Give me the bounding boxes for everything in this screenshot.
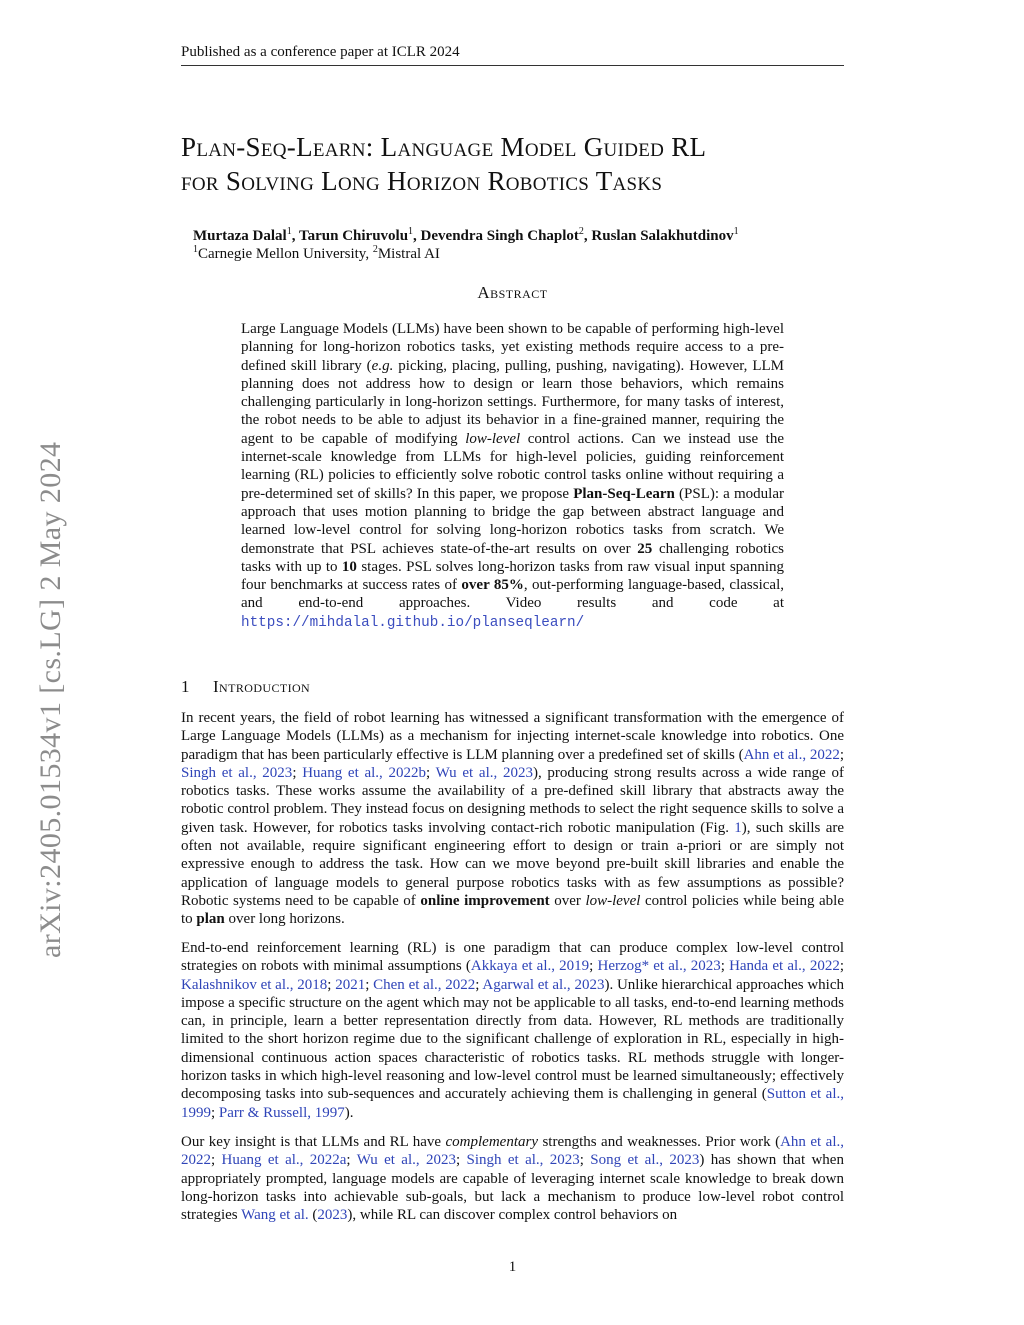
title-line-2: for Solving Long Horizon Robotics Tasks xyxy=(181,166,663,196)
running-header: Published as a conference paper at ICLR 2024 xyxy=(181,44,460,60)
affil-sup: 1 xyxy=(193,244,198,255)
abstract-text: Large Language Models (LLMs) have been shown to be capable of performing high-level planning for long-horizon robotics tasks, yet existing methods require access to a pre-defined skill library (e.g. picking, placing, pulling, pushing, navigating). However, LLM planning does not address how to design or learn those behaviors, which remains challenging particularly in long-horizon settings. Furthermore, for many tasks of interest, the robot needs to be able to adjust its behavior in a fine-grained manner, requiring the agent to be capable of modifying low-level control actions. Can we instead use the internet-scale knowledge from LLMs for high-level policies, guiding reinforcement learning (RL) policies to efficiently solve robotic control tasks online without requiring a pre-determined set of skills? In this paper, we propose Plan-Seq-Learn (PSL): a modular approach that uses motion planning to bridge the gap between abstract language and learned low-level control for solving long-horizon robotics tasks from scratch. We demonstrate that PSL achieves state-of-the-art results on over 25 challenging robotics tasks with up to 10 stages. PSL solves long-horizon tasks from raw visual input spanning four benchmarks at success rates of over 85%, out-performing language-based, classical, and end-to-end approaches. Video results and code at https://mihdalal.github.io/planseqlearn/ xyxy=(241,321,785,631)
citation-link[interactable]: Song et al., 2023 xyxy=(590,1152,700,1169)
author-name: Ruslan Salakhutdinov xyxy=(591,228,734,244)
affil-name: Mistral AI xyxy=(377,246,440,262)
intro-paragraph-1: In recent years, the field of robot learning has witnessed a significant transformation with the emergence of Large Language Models (LLMs) as a mechanism for injecting internet-scale knowledge into robotics. One paradigm that has been particularly effective is LLM planning over a predefined set of skills (Ahn et al., 2022; Singh et al., 2023; Huang et al., 2022b; Wu et al., 2023), producing strong results across a wide range of robotics tasks. These works assume the availability of a pre-defined skill library that abstracts away the robotic control problem. They instead focus on designing methods to select the right sequence skills to solve a given task. However, for robotics tasks involving contact-rich robotic manipulation (Fig. 1), such skills are often not available, require significant engineering effort to design or train a-priori or are simply not expressive enough to address the task. How can we move beyond pre-built skill libraries and enable the application of language models to general purpose robotics tasks with as few assumptions as possible? Robotic systems need to be capable of online improvement over low-level control policies while being able to plan over long horizons. xyxy=(181,710,845,928)
method-name: Plan-Seq-Learn xyxy=(573,485,675,502)
arxiv-identifier: arXiv:2405.01534v1 [cs.LG] 2 May 2024 xyxy=(34,441,67,958)
citation-link[interactable]: Singh et al., 2023 xyxy=(466,1152,580,1169)
author-sup: 1 xyxy=(286,226,292,237)
abstract-heading: Abstract xyxy=(477,283,548,302)
citation-link[interactable]: Wu et al., 2023 xyxy=(356,1152,456,1169)
citation-link[interactable]: Wu et al., 2023 xyxy=(435,764,533,781)
citation-link[interactable]: Sutton et al., 1999 xyxy=(181,1086,844,1121)
citation-link[interactable]: Huang et al., 2022b xyxy=(302,764,426,781)
section-heading xyxy=(181,677,844,697)
affil-name: Carnegie Mellon University xyxy=(198,246,366,262)
author-list: Murtaza Dalal$^1$, Tarun Chiruvolu$^1$, Devendra Singh Chaplot$^2$, Ruslan Salakhutdinov$^1$ xyxy=(193,226,739,244)
intro-paragraph-2: End-to-end reinforcement learning (RL) is one paradigm that can produce complex low-level control strategies on robots with minimal assumptions (Akkaya et al., 2019; Herzog* et al., 2023; Handa et al., 2022; Kalashnikov et al., 2018; 2021; Chen et al., 2022; Agarwal et al., 2023). Unlike hierarchical approaches which impose a specific structure on the agent which may not be applicable to all tasks, end-to-end learning methods can, in principle, learn a better representation directly from data. However, RL methods are traditionally limited to the short horizon regime due to the significant challenge of exploration in RL, especially in high-dimensional continuous action spaces characteristic of robotics tasks. RL methods struggle with longer-horizon tasks in which high-level reasoning and low-level control must be learned simultaneously; effectively decomposing tasks into sub-sequences and accurately achieving them is challenging in general (Sutton et al., 1999; Parr & Russell, 1997). xyxy=(181,940,844,1121)
intro-paragraph-3: Our key insight is that LLMs and RL have complementary strengths and weaknesses. Prior work (Ahn et al., 2022; Huang et al., 2022a; Wu et al., 2023; Singh et al., 2023; Song et al., 2023) has shown that when appropriately prompted, language models are capable of leveraging internet scale knowledge to break down long-horizon tasks into achievable sub-goals, but lack a mechanism to produce low-level robot control strategies Wang et al. (2023), while RL can discover complex control behaviors on xyxy=(181,1134,844,1224)
affil-sup: 2 xyxy=(372,244,378,255)
citation-link[interactable]: Huang et al., 2022a xyxy=(221,1152,347,1169)
author-name: Murtaza Dalal xyxy=(193,228,287,244)
author-name: Tarun Chiruvolu xyxy=(298,228,409,244)
citation-link[interactable]: Ahn et al., 2022 xyxy=(743,746,840,763)
citation-link[interactable]: Akkaya et al., 2019 xyxy=(470,958,590,975)
citation-link[interactable]: Parr & Russell, 1997 xyxy=(218,1104,345,1121)
citation-link[interactable]: Agarwal et al., 2023 xyxy=(482,976,605,993)
project-link[interactable]: https://mihdalal.github.io/planseqlearn/ xyxy=(241,614,585,631)
author-sup: 1 xyxy=(408,226,414,237)
citation-link[interactable]: Wang et al. xyxy=(241,1207,309,1224)
header-rule xyxy=(181,65,844,66)
paper-title xyxy=(181,130,861,198)
citation-link[interactable]: Singh et al., 2023 xyxy=(181,764,293,781)
figure-link[interactable]: 1 xyxy=(734,819,742,836)
citation-link[interactable]: Kalashnikov et al., 2018 xyxy=(181,976,328,993)
citation-link[interactable]: Herzog* et al., 2023 xyxy=(597,958,721,975)
author-sup: 2 xyxy=(578,226,584,237)
citation-link[interactable]: Handa et al., 2022 xyxy=(729,958,840,975)
citation-link[interactable]: Ahn et al., 2022 xyxy=(181,1134,844,1169)
affiliations: $^1$Carnegie Mellon University, $^2$Mistral AI xyxy=(193,244,440,262)
section-number: 1 xyxy=(181,677,190,696)
title-line-1: Plan-Seq-Learn: Language Model Guided RL xyxy=(181,132,707,162)
section-title: Introduction xyxy=(213,677,311,696)
citation-link[interactable]: 2021 xyxy=(335,976,366,993)
citation-link[interactable]: Chen et al., 2022 xyxy=(373,976,476,993)
citation-link[interactable]: 2023 xyxy=(317,1207,348,1224)
author-name: Devendra Singh Chaplot xyxy=(420,228,579,244)
page-number: 1 xyxy=(508,1259,517,1275)
author-sup: 1 xyxy=(733,226,739,237)
